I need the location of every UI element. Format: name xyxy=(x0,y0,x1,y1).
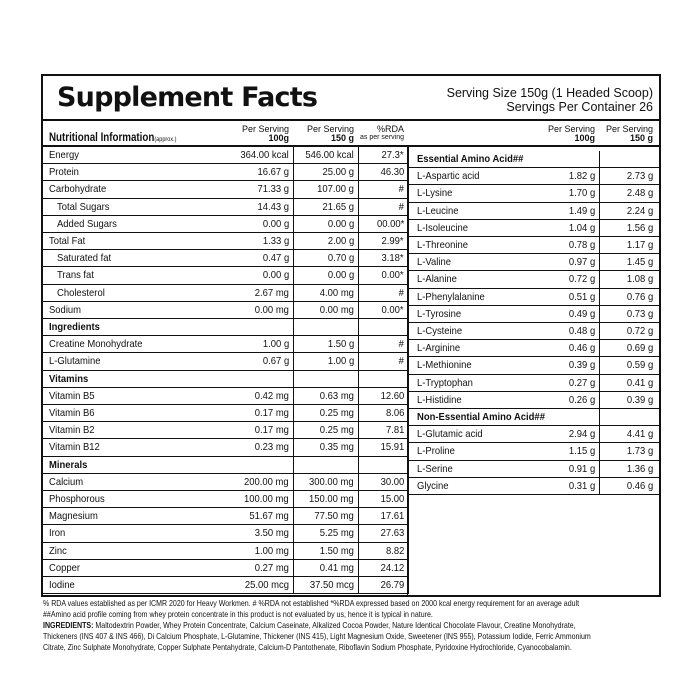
left-row-rule xyxy=(43,507,407,508)
amino-row-value-150g: 1.36 g xyxy=(626,462,653,475)
amino-row-value-150g: 4.41 g xyxy=(626,428,653,441)
amino-row-label: L-Glutamic acid xyxy=(417,428,483,441)
amino-row-value-150g: 0.73 g xyxy=(626,307,653,320)
left-row-label: Calcium xyxy=(49,475,84,488)
amino-row-label: L-Tyrosine xyxy=(417,307,462,320)
left-row-value-100g: 0.23 mg xyxy=(254,441,289,454)
right-row-rule xyxy=(408,356,659,357)
left-row-rule xyxy=(43,266,407,267)
left-row-value-100g: 0.42 mg xyxy=(254,389,289,402)
left-row-value-100g: 0.27 mg xyxy=(254,561,289,574)
amino-row-value-100g: 2.94 g xyxy=(568,428,595,441)
amino-row-value-150g: 0.69 g xyxy=(626,342,653,355)
right-header-col1-bottom: 100g xyxy=(574,133,595,143)
amino-row-value-100g: 0.26 g xyxy=(568,393,595,406)
left-row-label: Total Fat xyxy=(49,235,86,247)
amino-section-heading: Essential Amino Acid## xyxy=(417,153,524,165)
left-header-col2-top: Per Serving xyxy=(306,124,354,134)
left-row-rule xyxy=(43,180,407,181)
left-row-value-150g: 300.00 mg xyxy=(309,475,354,488)
right-header-col2 xyxy=(606,125,653,143)
left-row-value-100g: 200.00 mg xyxy=(244,475,289,488)
right-row-rule xyxy=(408,425,659,426)
left-row-rda: 26.79 xyxy=(380,579,404,591)
left-row-label: Iron xyxy=(49,527,66,540)
left-row-value-100g: 364.00 kcal xyxy=(240,149,289,161)
amino-row-label: L-Valine xyxy=(417,256,451,269)
left-row-value-100g: 0.00 mg xyxy=(254,303,289,316)
left-row-value-150g: 0.00 g xyxy=(327,217,354,230)
amino-row-value-100g: 0.27 g xyxy=(568,376,595,389)
left-row-rule xyxy=(43,404,407,405)
left-row-label: Copper xyxy=(49,561,81,574)
left-row-rda: 8.82 xyxy=(385,544,404,557)
left-row-label: Creatine Monohydrate xyxy=(49,338,143,351)
header-rule xyxy=(43,145,659,147)
left-row-rule xyxy=(43,335,407,336)
amino-row-value-100g: 0.48 g xyxy=(568,325,595,337)
left-row-label: Trans fat xyxy=(57,269,94,282)
amino-row-label: L-Aspartic acid xyxy=(417,170,480,183)
amino-row-value-100g: 0.39 g xyxy=(568,359,595,372)
left-row-rule xyxy=(43,163,407,164)
right-header-col2-top: Per Serving xyxy=(605,124,653,134)
left-row-rule xyxy=(43,490,407,491)
left-row-rda: 0.00* xyxy=(381,303,404,316)
footnote-amino: ##Amino acid profile coming from whey protein concentrate in this product is not evaluated by us, hence it is typical in nature. xyxy=(43,610,433,619)
left-row-rda: # xyxy=(398,200,404,213)
left-row-rule xyxy=(43,593,407,594)
left-row-label: Carbohydrate xyxy=(49,183,107,196)
left-header-col1-top: Per Serving xyxy=(241,124,289,134)
left-row-rule xyxy=(43,542,407,543)
left-row-rule xyxy=(43,370,407,371)
left-row-value-100g: 0.00 g xyxy=(262,269,289,282)
right-row-rule xyxy=(408,167,659,168)
left-row-value-100g: 51.67 mg xyxy=(249,510,289,523)
amino-row-value-150g: 0.76 g xyxy=(626,290,653,303)
right-row-rule xyxy=(408,253,659,254)
amino-row-value-100g: 0.46 g xyxy=(568,342,595,355)
left-row-rda: 8.06 xyxy=(385,407,404,419)
panel-title: Supplement Facts xyxy=(57,82,318,113)
left-row-rda: 3.18* xyxy=(381,252,404,265)
left-row-label: Phosphorous xyxy=(49,493,105,505)
amino-row-value-100g: 1.04 g xyxy=(568,221,595,234)
left-row-value-100g: 0.00 g xyxy=(262,217,289,230)
amino-row-value-100g: 0.91 g xyxy=(568,462,595,475)
nutrition-title-text: Nutritional Information xyxy=(49,132,155,144)
amino-row-value-100g: 1.82 g xyxy=(568,170,595,183)
amino-row-value-150g: 0.72 g xyxy=(626,325,653,337)
right-row-rule xyxy=(408,219,659,220)
left-row-rda: 17.61 xyxy=(380,510,404,523)
left-row-value-100g: 16.67 g xyxy=(257,166,289,179)
left-row-value-100g: 100.00 mg xyxy=(244,493,289,505)
left-row-rda: 46.30 xyxy=(380,166,404,179)
left-row-rda: 24.12 xyxy=(380,561,404,574)
amino-row-value-100g: 1.15 g xyxy=(568,445,595,458)
ingredients-line-1 xyxy=(43,621,578,632)
left-row-rda: 00.00* xyxy=(376,217,404,230)
left-row-label: Zinc xyxy=(49,544,67,557)
amino-section-heading: Non-Essential Amino Acid## xyxy=(417,411,545,423)
left-header-col2 xyxy=(307,125,354,143)
left-row-value-150g: 5.25 mg xyxy=(319,527,354,540)
left-row-value-150g: 77.50 mg xyxy=(314,510,354,523)
left-row-rule xyxy=(43,249,407,250)
amino-row-value-150g: 0.46 g xyxy=(626,479,653,492)
left-row-value-100g: 1.00 g xyxy=(262,338,289,351)
left-row-rda: # xyxy=(398,355,404,368)
left-row-rda: 15.00 xyxy=(380,493,404,505)
amino-row-label: L-Tryptophan xyxy=(417,376,473,389)
amino-row-value-150g: 1.17 g xyxy=(626,239,653,251)
amino-row-value-100g: 1.49 g xyxy=(568,204,595,217)
amino-row-value-100g: 1.70 g xyxy=(568,187,595,200)
left-row-value-150g: 2.00 g xyxy=(327,235,354,247)
supplement-facts-panel xyxy=(41,74,661,597)
left-header-col1-bottom: 100g xyxy=(268,133,289,143)
left-row-value-100g: 71.33 g xyxy=(257,183,289,196)
amino-row-value-150g: 1.45 g xyxy=(626,256,653,269)
amino-row-value-100g: 0.72 g xyxy=(568,273,595,286)
ingredients-label: INGREDIENTS: xyxy=(43,621,94,630)
amino-row-value-150g: 0.39 g xyxy=(626,393,653,406)
left-row-value-100g: 14.43 g xyxy=(257,200,289,213)
amino-row-label: L-Proline xyxy=(417,445,455,458)
left-row-rule xyxy=(43,576,407,577)
right-header-col2-bottom: 150 g xyxy=(629,133,653,143)
left-row-value-100g: 0.67 g xyxy=(262,355,289,368)
left-row-value-150g: 37.50 mcg xyxy=(309,579,354,591)
left-row-rda: 7.81 xyxy=(385,424,404,437)
right-row-rule xyxy=(408,305,659,306)
left-row-value-150g: 0.00 g xyxy=(327,269,354,282)
left-section-heading: Vitamins xyxy=(49,372,89,385)
left-row-rda: 27.63 xyxy=(380,527,404,540)
amino-row-value-100g: 0.51 g xyxy=(568,290,595,303)
amino-row-label: L-Cysteine xyxy=(417,325,463,337)
left-row-value-150g: 21.65 g xyxy=(322,200,354,213)
left-row-rda: # xyxy=(398,183,404,196)
left-row-rda: # xyxy=(398,338,404,351)
left-row-rule xyxy=(43,301,407,302)
left-header-col3-bottom: as per serving xyxy=(360,134,404,141)
right-row-rule xyxy=(408,477,659,478)
amino-row-value-150g: 2.24 g xyxy=(626,204,653,217)
left-section-heading: Ingredients xyxy=(49,321,100,333)
left-row-rule xyxy=(43,232,407,233)
amino-row-label: L-Isoleucine xyxy=(417,221,468,234)
left-row-label: Protein xyxy=(49,166,79,179)
amino-row-value-150g: 0.59 g xyxy=(626,359,653,372)
left-row-rda: 2.99* xyxy=(381,235,404,247)
left-row-value-150g: 0.25 mg xyxy=(319,407,354,419)
left-section-heading: Minerals xyxy=(49,458,88,471)
left-row-label: Sodium xyxy=(49,303,82,316)
amino-row-value-150g: 1.73 g xyxy=(626,445,653,458)
left-row-rule xyxy=(43,456,407,457)
left-row-value-150g: 1.00 g xyxy=(327,355,354,368)
left-row-value-100g: 0.17 mg xyxy=(254,424,289,437)
left-row-rule xyxy=(43,524,407,525)
right-row-rule xyxy=(408,494,659,495)
left-row-label: Energy xyxy=(49,149,79,161)
amino-row-value-150g: 2.73 g xyxy=(626,170,653,183)
serving-size: Serving Size 150g (1 Headed Scoop) xyxy=(446,86,653,100)
left-row-value-150g: 150.00 mg xyxy=(309,493,354,505)
left-row-value-100g: 2.67 mg xyxy=(254,286,289,299)
left-row-value-150g: 0.00 mg xyxy=(319,303,354,316)
ingredients-line-2: Thickeners (INS 407 & INS 466), Di Calcium Phosphate, L-Glutamine, Thickener (INS 415), Light Magnesium Oxide, Sweetener (INS 955), Potassium Iodide, Ferric Ammonium xyxy=(43,632,591,641)
left-row-label: Iodine xyxy=(49,579,75,591)
right-row-rule xyxy=(408,339,659,340)
left-header-col3 xyxy=(360,125,404,141)
left-header-col2-bottom: 150 g xyxy=(330,133,354,143)
left-header-col3-top: %RDA xyxy=(376,124,404,134)
left-row-rule xyxy=(43,438,407,439)
left-row-rule xyxy=(43,284,407,285)
right-row-rule xyxy=(408,202,659,203)
amino-row-label: L-Methionine xyxy=(417,359,472,372)
left-row-label: Added Sugars xyxy=(57,217,117,230)
left-row-rule xyxy=(43,352,407,353)
amino-row-value-100g: 0.49 g xyxy=(568,307,595,320)
left-row-value-100g: 0.47 g xyxy=(262,252,289,265)
amino-row-label: L-Phenylalanine xyxy=(417,290,485,303)
left-header-col1 xyxy=(242,125,289,143)
amino-column-rule xyxy=(599,151,600,495)
left-column-rule xyxy=(408,147,409,594)
left-row-rda: # xyxy=(398,286,404,299)
left-row-value-150g: 4.00 mg xyxy=(319,286,354,299)
amino-row-value-100g: 0.97 g xyxy=(568,256,595,269)
amino-row-value-150g: 1.56 g xyxy=(626,221,653,234)
amino-row-value-150g: 0.41 g xyxy=(626,376,653,389)
left-row-rule xyxy=(43,198,407,199)
amino-row-label: L-Lysine xyxy=(417,187,453,200)
left-row-value-150g: 546.00 kcal xyxy=(305,149,354,161)
right-row-rule xyxy=(408,408,659,409)
right-row-rule xyxy=(408,391,659,392)
amino-row-value-150g: 2.48 g xyxy=(626,187,653,200)
left-row-rule xyxy=(43,559,407,560)
amino-row-label: L-Alanine xyxy=(417,273,457,286)
right-row-rule xyxy=(408,270,659,271)
left-row-value-150g: 1.50 g xyxy=(327,338,354,351)
left-row-rule xyxy=(43,473,407,474)
left-row-value-150g: 0.63 mg xyxy=(319,389,354,402)
left-row-rda: 30.00 xyxy=(380,475,404,488)
left-row-value-150g: 0.41 mg xyxy=(319,561,354,574)
left-row-rule xyxy=(43,215,407,216)
right-row-rule xyxy=(408,442,659,443)
right-row-rule xyxy=(408,184,659,185)
left-row-value-100g: 0.17 mg xyxy=(254,407,289,419)
left-row-label: Cholesterol xyxy=(57,286,105,299)
right-header-col1-top: Per Serving xyxy=(547,124,595,134)
left-row-rule xyxy=(43,318,407,319)
left-row-rule xyxy=(43,387,407,388)
amino-row-label: Glycine xyxy=(417,479,449,492)
nutrition-title xyxy=(49,132,176,144)
servings-per-container: Servings Per Container 26 xyxy=(506,100,653,114)
left-row-rda: 12.60 xyxy=(380,389,404,402)
left-row-value-150g: 0.25 mg xyxy=(319,424,354,437)
right-row-rule xyxy=(408,236,659,237)
right-row-rule xyxy=(408,288,659,289)
left-row-label: Vitamin B2 xyxy=(49,424,95,437)
right-row-rule xyxy=(408,460,659,461)
left-row-value-150g: 25.00 g xyxy=(322,166,354,179)
left-column-rule xyxy=(293,147,294,594)
nutrition-title-suffix: (approx.) xyxy=(154,136,177,143)
amino-row-value-150g: 1.08 g xyxy=(626,273,653,286)
amino-row-label: L-Serine xyxy=(417,462,453,475)
amino-row-value-100g: 0.31 g xyxy=(568,479,595,492)
right-header-col1 xyxy=(548,125,595,143)
left-row-rda: 27.3* xyxy=(381,149,404,161)
amino-row-label: L-Leucine xyxy=(417,204,459,217)
ingredients-line-3: Citrate, Zinc Sulphate Monohydrate, Copper Sulphate Pentahydrate, Calcium-D Pantothenate, Riboflavin Sodium Phosphate, Pyridoxine Hydrochloride, Cyanocobalamin. xyxy=(43,643,572,652)
left-row-label: L-Glutamine xyxy=(49,355,101,368)
right-row-rule xyxy=(408,374,659,375)
left-row-value-100g: 3.50 mg xyxy=(254,527,289,540)
left-row-value-150g: 1.50 mg xyxy=(319,544,354,557)
left-row-value-100g: 1.33 g xyxy=(262,235,289,247)
left-column-rule xyxy=(358,147,359,594)
left-row-label: Vitamin B5 xyxy=(49,389,95,402)
left-row-value-150g: 107.00 g xyxy=(317,183,354,196)
title-rule xyxy=(43,119,659,121)
left-row-rda: 0.00* xyxy=(381,269,404,282)
left-row-value-100g: 25.00 mcg xyxy=(244,579,289,591)
left-row-label: Magnesium xyxy=(49,510,98,523)
amino-row-label: L-Histidine xyxy=(417,393,462,406)
left-row-rule xyxy=(43,421,407,422)
left-row-label: Vitamin B6 xyxy=(49,407,95,419)
ingredients-text-1: Maltodextrin Powder, Whey Protein Concentrate, Calcium Caseinate, Alkalized Cocoa Powder, Nature Identical Chocolate Flavour, Creatine Monohydrate, xyxy=(93,621,576,630)
right-row-rule xyxy=(408,322,659,323)
amino-row-label: L-Threonine xyxy=(417,239,468,251)
amino-row-value-100g: 0.78 g xyxy=(568,239,595,251)
left-row-value-150g: 0.70 g xyxy=(327,252,354,265)
left-row-label: Saturated fat xyxy=(57,252,112,265)
left-row-value-100g: 1.00 mg xyxy=(254,544,289,557)
amino-row-label: L-Arginine xyxy=(417,342,461,355)
footnote-rda: % RDA values established as per ICMR 2020 for Heavy Workmen. # %RDA not established *%RDA expressed based on 2000 kcal energy requirement for an average adult xyxy=(43,599,580,608)
left-row-rda: 15.91 xyxy=(380,441,404,454)
left-row-value-150g: 0.35 mg xyxy=(319,441,354,454)
left-row-label: Total Sugars xyxy=(57,200,110,213)
left-row-label: Vitamin B12 xyxy=(49,441,100,454)
